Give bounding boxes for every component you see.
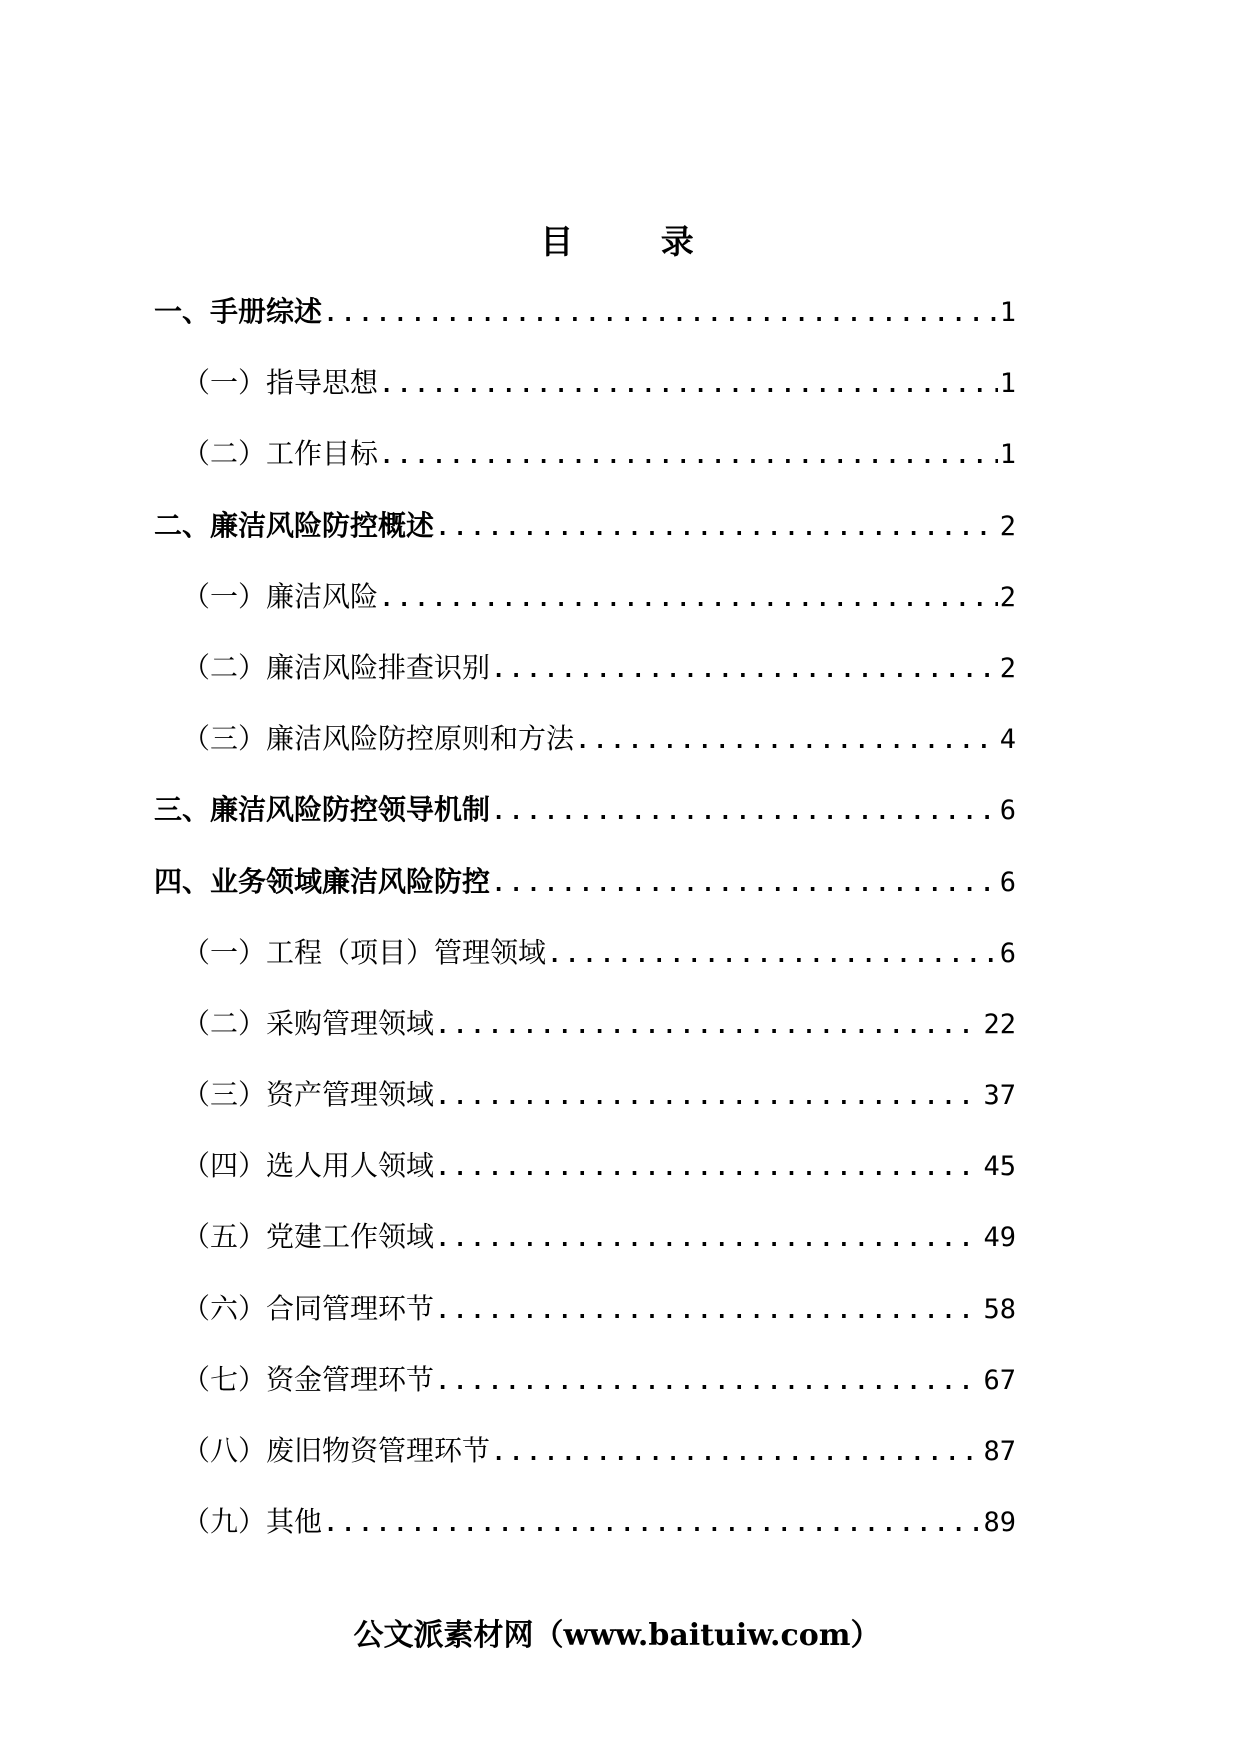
- toc-entry[interactable]: [154, 1429, 1016, 1500]
- toc-page-number: 37: [983, 1080, 1016, 1112]
- toc-page-number: 49: [983, 1222, 1016, 1254]
- dot-leader: [436, 1085, 981, 1110]
- toc-entry[interactable]: [154, 1002, 1016, 1073]
- dot-leader: [436, 1156, 981, 1181]
- toc-entry[interactable]: [154, 361, 1016, 432]
- toc-entry-label: （九）其他: [182, 1505, 323, 1539]
- page-title: 目 录: [540, 222, 732, 261]
- toc-entry[interactable]: [154, 575, 1016, 646]
- toc-entry[interactable]: [154, 860, 1016, 931]
- toc-entry-label: （三）资产管理领域: [182, 1078, 435, 1112]
- toc-entry[interactable]: [154, 1144, 1016, 1215]
- toc-page-number: 4: [999, 724, 1016, 756]
- dot-leader: [548, 943, 998, 968]
- toc-page-number: 1: [999, 297, 1016, 328]
- toc-entry[interactable]: [154, 1073, 1016, 1144]
- toc-page-number: 87: [983, 1436, 1016, 1467]
- toc-entry[interactable]: [154, 290, 1016, 361]
- toc-page-number: 6: [999, 795, 1016, 827]
- toc-entry-label: （一）廉洁风险: [182, 579, 379, 613]
- dot-leader: [436, 516, 998, 541]
- toc-page-number: 67: [983, 1364, 1016, 1396]
- dot-leader: [492, 658, 998, 683]
- toc-page-number: 6: [999, 866, 1016, 898]
- dot-leader: [492, 872, 998, 897]
- toc-entry-label: （二）采购管理领域: [182, 1006, 435, 1040]
- toc-entry[interactable]: [154, 931, 1016, 1002]
- toc-entry-label: （一）工程（项目）管理领域: [182, 935, 547, 969]
- toc-page-number: 1: [999, 368, 1016, 400]
- toc-entry-label: （二）工作目标: [182, 437, 379, 471]
- dot-leader: [380, 587, 998, 612]
- toc-entry-label: （二）廉洁风险排查识别: [182, 650, 491, 684]
- toc-page-number: 22: [983, 1008, 1016, 1040]
- toc-entry-label: （一）指导思想: [182, 366, 379, 400]
- toc-entry-label: （四）选人用人领域: [182, 1149, 435, 1183]
- dot-leader: [436, 1014, 981, 1039]
- toc-entry[interactable]: [154, 432, 1016, 503]
- toc-entry-label: 三、廉洁风险防控领导机制: [154, 793, 491, 827]
- dot-leader: [492, 1441, 981, 1466]
- toc-entry-label: （三）廉洁风险防控原则和方法: [182, 722, 575, 756]
- toc-entry-label: （八）废旧物资管理环节: [182, 1434, 491, 1467]
- dot-leader: [492, 800, 998, 825]
- footer-watermark: 公文派素材网（www.baituiw.com）: [353, 1618, 881, 1653]
- toc-entry[interactable]: [154, 1215, 1016, 1286]
- toc-entry[interactable]: [154, 1500, 1016, 1571]
- dot-leader: [380, 373, 998, 398]
- toc-entry-label: （五）党建工作领域: [182, 1220, 435, 1254]
- toc-entry-label: （七）资金管理环节: [182, 1362, 435, 1396]
- toc-page-number: 45: [983, 1151, 1016, 1183]
- toc-entry-label: （六）合同管理环节: [182, 1291, 435, 1325]
- toc-entry[interactable]: [154, 717, 1016, 788]
- table-of-contents: [154, 290, 1016, 1571]
- toc-entry-label: 二、廉洁风险防控概述: [154, 508, 435, 542]
- dot-leader: [436, 1227, 981, 1252]
- toc-entry[interactable]: [154, 1358, 1016, 1429]
- toc-page-number: 58: [983, 1293, 1016, 1325]
- toc-entry[interactable]: [154, 646, 1016, 717]
- toc-page-number: 6: [999, 937, 1016, 969]
- toc-entry-label: 一、手册综述: [154, 295, 323, 328]
- dot-leader: [436, 1299, 981, 1324]
- toc-page-number: 2: [999, 581, 1016, 613]
- dot-leader: [380, 444, 998, 469]
- toc-entry[interactable]: [154, 1287, 1016, 1358]
- dot-leader: [324, 302, 998, 327]
- toc-entry-label: 四、业务领域廉洁风险防控: [154, 864, 491, 898]
- toc-entry[interactable]: [154, 788, 1016, 859]
- dot-leader: [324, 1512, 981, 1537]
- dot-leader: [436, 1370, 981, 1395]
- toc-page-number: 89: [983, 1507, 1016, 1539]
- toc-page-number: 1: [999, 439, 1016, 471]
- dot-leader: [576, 729, 998, 754]
- toc-page-number: 2: [999, 510, 1016, 542]
- toc-entry[interactable]: [154, 504, 1016, 575]
- toc-page-number: 2: [999, 652, 1016, 684]
